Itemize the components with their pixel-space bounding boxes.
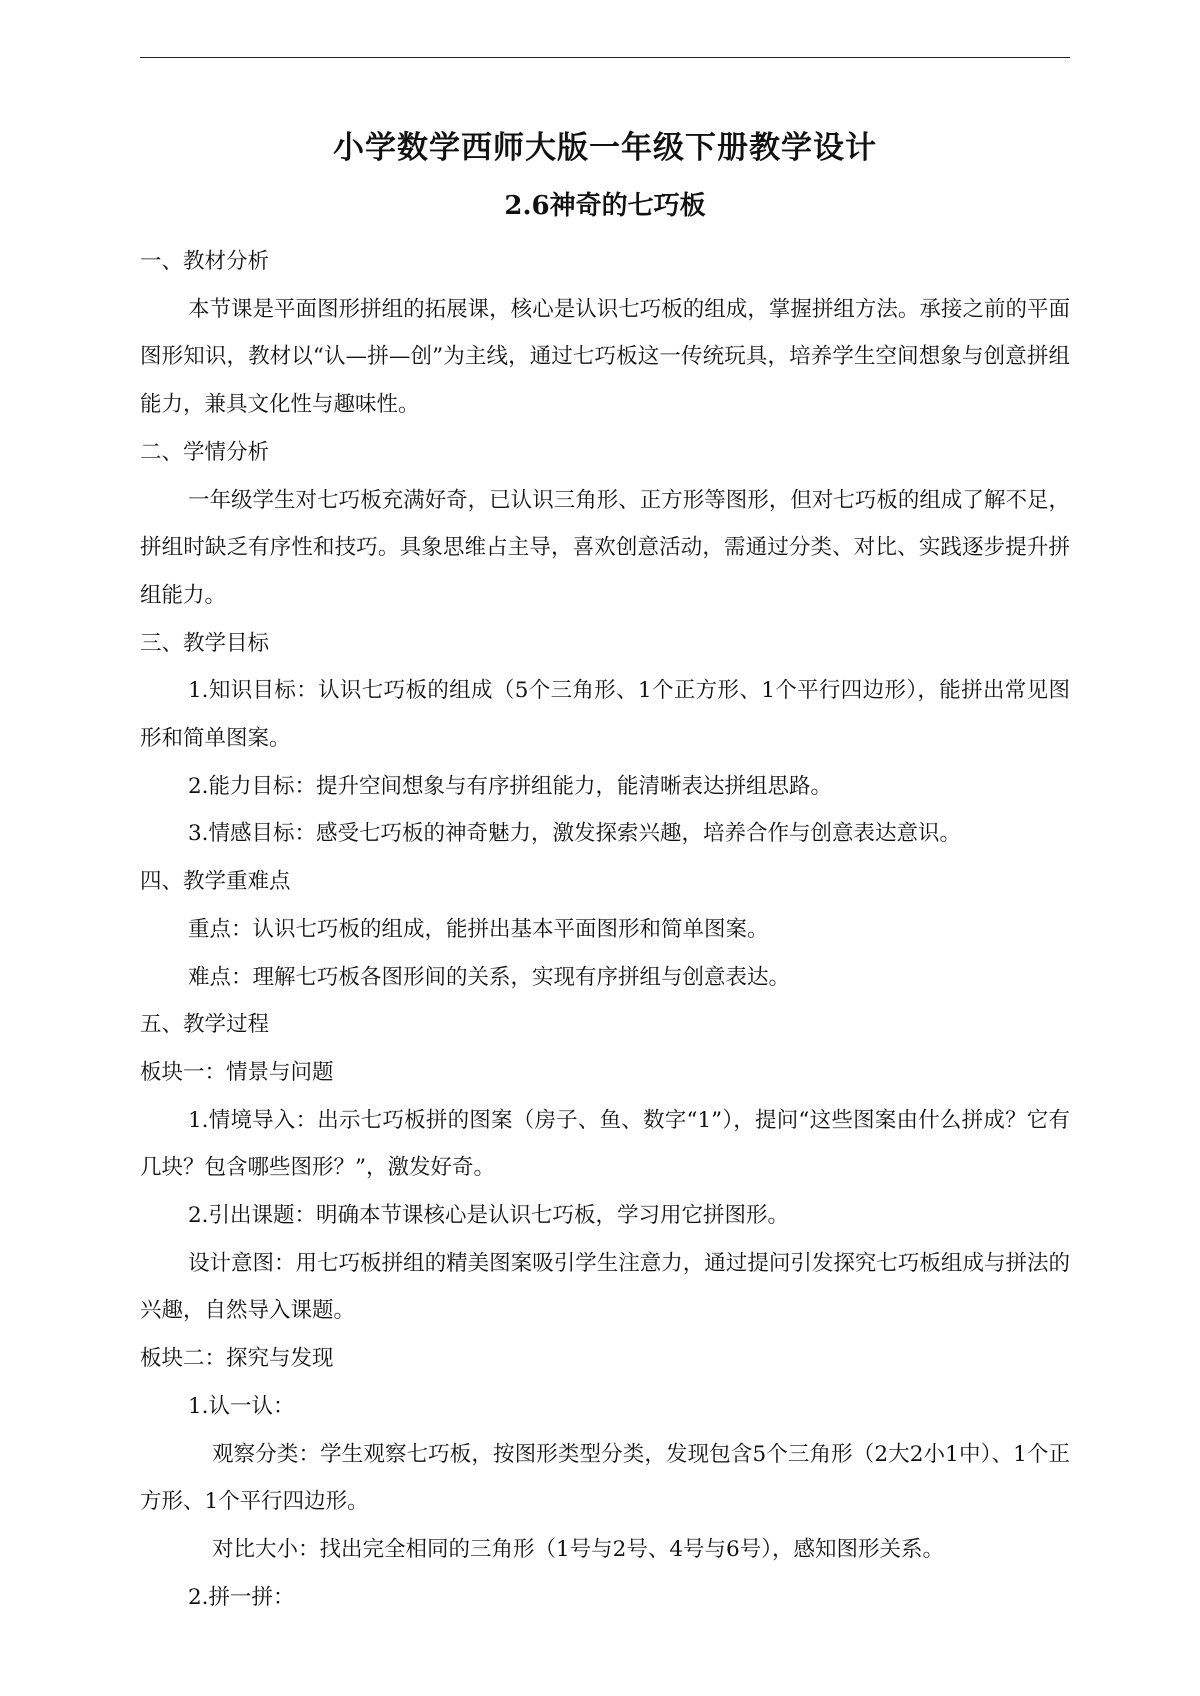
step-scenario-intro: 1.情境导入：出示七巧板拼的图案（房子、鱼、数字“1”），提问“这些图案由什么拼成？它有几块？包含哪些图形？”，激发好奇。: [140, 1107, 1070, 1181]
paragraph-student-analysis: 一年级学生对七巧板充满好奇，已认识三角形、正方形等图形，但对七巧板的组成了解不足，拼组时缺乏有序性和技巧。具象思维占主导，喜欢创意活动，需通过分类、对比、实践逐步提升拼组能力。: [140, 487, 1070, 608]
section-heading-key-points: 四、教学重难点: [140, 869, 291, 895]
step-assemble: 2.拼一拼：: [188, 1584, 295, 1610]
step-recognize: 1.认一认：: [188, 1393, 295, 1419]
section-heading-teaching-goals: 三、教学目标: [140, 630, 270, 656]
section-heading-textbook-analysis: 一、教材分析: [140, 249, 270, 274]
design-intent: 设计意图：用七巧板拼组的精美图案吸引学生注意力，通过提问引发探究七巧板组成与拼法的兴趣，自然导入课题。: [140, 1250, 1070, 1324]
paragraph-textbook-analysis: 本节课是平面图形拼组的拓展课，核心是认识七巧板的组成，掌握拼组方法。承接之前的平面图形知识，教材以“认—拼—创”为主线，通过七巧板这一传统玩具，培养学生空间想象与创意拼组能力，兼具文化性与趣味性。: [140, 296, 1070, 418]
lesson-subtitle: 2.6神奇的七巧板: [504, 191, 706, 221]
step-observe-classify: 观察分类：学生观察七巧板，按图形类型分类，发现包含5个三角形（2大2小1中）、1个正方形、1个平行四边形。: [140, 1441, 1070, 1515]
module-heading-explore: 板块二：探究与发现: [140, 1346, 334, 1372]
key-point: 重点：认识七巧板的组成，能拼出基本平面图形和简单图案。: [188, 916, 769, 942]
document-title: 小学数学西师大版一年级下册教学设计: [333, 130, 877, 166]
section-heading-student-analysis: 二、学情分析: [140, 439, 270, 465]
document-body: [140, 118, 1070, 1621]
goal-ability: 2.能力目标：提升空间想象与有序拼组能力，能清晰表达拼组思路。: [188, 773, 833, 799]
section-heading-teaching-process: 五、教学过程: [140, 1012, 270, 1038]
goal-knowledge: 1.知识目标：认识七巧板的组成（5个三角形、1个正方形、1个平行四边形），能拼出常见图形和简单图案。: [140, 678, 1070, 752]
difficult-point: 难点：理解七巧板各图形间的关系，实现有序拼组与创意表达。: [188, 964, 791, 990]
step-introduce-topic: 2.引出课题：明确本节课核心是认识七巧板，学习用它拼图形。: [188, 1203, 790, 1229]
step-compare-size: 对比大小：找出完全相同的三角形（1号与2号、4号与6号），感知图形关系。: [212, 1536, 944, 1562]
goal-emotion: 3.情感目标：感受七巧板的神奇魅力，激发探索兴趣，培养合作与创意表达意识。: [188, 821, 962, 847]
module-heading-scenario: 板块一：情景与问题: [140, 1059, 334, 1085]
header-rule: [140, 57, 1070, 58]
